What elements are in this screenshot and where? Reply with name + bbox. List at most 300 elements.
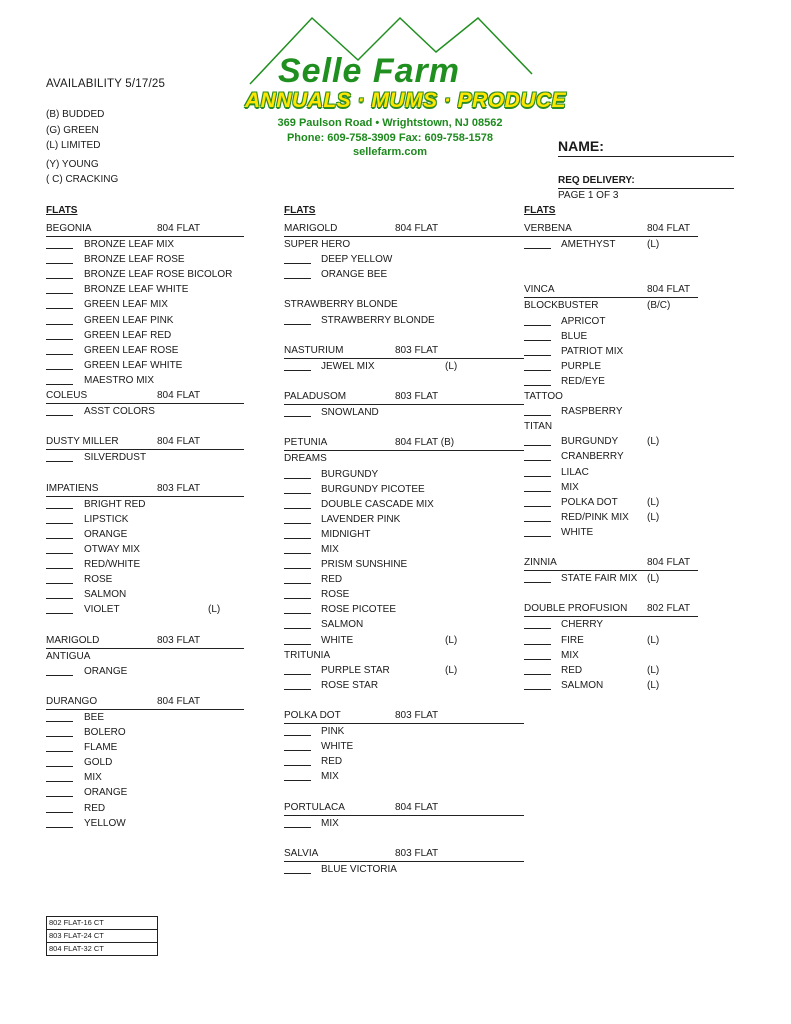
availability-tag: (L) [445, 664, 458, 676]
quantity-input-line[interactable] [284, 827, 311, 828]
list-item [524, 617, 698, 632]
section-label: COLEUS [46, 390, 88, 402]
list-item [46, 587, 244, 602]
list-item [524, 633, 698, 648]
quantity-input-line[interactable] [46, 461, 73, 462]
list-item [46, 740, 244, 755]
quantity-input-line[interactable] [284, 628, 311, 629]
quantity-input-line[interactable] [284, 478, 311, 479]
availability-tag: (L) [647, 436, 660, 448]
spacer [284, 784, 524, 799]
list-item [284, 602, 524, 617]
table-row [47, 930, 158, 943]
variety-name: GREEN LEAF RED [84, 329, 172, 341]
legend-item: (L) LIMITED [46, 140, 101, 151]
list-item [284, 678, 524, 693]
variety-name: RED/PINK MIX [561, 511, 629, 523]
availability-date: AVAILABILITY 5/17/25 [46, 78, 166, 90]
list-item [284, 572, 524, 587]
quantity-input-line[interactable] [46, 736, 73, 737]
variety-name: ORANGE [84, 665, 128, 677]
quantity-input-line[interactable] [46, 369, 73, 370]
quantity-input-line[interactable] [46, 598, 73, 599]
quantity-input-line[interactable] [284, 735, 311, 736]
list-item [284, 512, 524, 527]
availability-tag: (L) [647, 496, 660, 508]
list-item [524, 374, 698, 389]
quantity-input-line[interactable] [524, 340, 551, 341]
list-item [46, 710, 244, 725]
variety-name: BEE [84, 712, 105, 723]
list-item [46, 664, 244, 679]
quantity-input-line[interactable] [524, 445, 551, 446]
quantity-input-line[interactable] [284, 278, 311, 279]
variety-name: MIX [561, 481, 579, 493]
variety-name: LIPSTICK [84, 513, 129, 525]
variety-name: SALMON [321, 619, 364, 631]
flat-size-label: 802 FLAT [647, 603, 691, 615]
list-item [284, 497, 524, 512]
quantity-input-line[interactable] [524, 248, 551, 249]
variety-name: GOLD [84, 757, 113, 769]
section-heading [46, 388, 244, 404]
quantity-input-line[interactable] [46, 339, 73, 340]
variety-name: SALMON [84, 589, 127, 601]
list-item [284, 862, 524, 877]
list-item [46, 557, 244, 572]
availability-tag: (L) [647, 634, 660, 646]
quantity-input-line[interactable] [46, 278, 73, 279]
quantity-input-line[interactable] [46, 538, 73, 539]
phone-line: Phone: 609-758-3909 Fax: 609-758-1578 [286, 131, 494, 144]
section-label: SUPER HERO [284, 239, 351, 251]
name-field[interactable] [558, 138, 734, 157]
variety-name: SALMON [561, 679, 604, 691]
quantity-input-line[interactable] [46, 583, 73, 584]
quantity-input-line[interactable] [284, 508, 311, 509]
list-item [284, 587, 524, 602]
variety-name: MIX [561, 649, 579, 661]
list-item [46, 816, 244, 831]
variety-name: ROSE STAR [321, 679, 379, 691]
variety-name: RASPBERRY [561, 406, 623, 418]
quantity-input-line[interactable] [524, 506, 551, 507]
quantity-input-line[interactable] [46, 263, 73, 264]
flat-size-label: 803 FLAT [395, 344, 439, 356]
list-item [46, 343, 244, 358]
spacer [524, 540, 698, 555]
list-item [46, 770, 244, 785]
legend-item: ( C) CRACKING [46, 174, 119, 185]
section-label: PORTULACA [284, 801, 345, 813]
quantity-input-line[interactable] [46, 415, 73, 416]
quantity-input-line[interactable] [524, 689, 551, 690]
list-item [524, 359, 698, 374]
variety-name: FIRE [561, 634, 584, 646]
quantity-input-line[interactable] [524, 355, 551, 356]
section-heading [46, 694, 244, 710]
quantity-input-line[interactable] [284, 553, 311, 554]
list-item [46, 801, 244, 816]
quantity-input-line[interactable] [284, 493, 311, 494]
list-item [284, 557, 524, 572]
variety-name: GREEN LEAF ROSE [84, 344, 179, 356]
availability-tag: (L) [647, 239, 660, 251]
flat-size-label: 804 FLAT [395, 223, 439, 234]
flats-header: FLATS [46, 205, 78, 216]
list-item [524, 495, 698, 510]
quantity-input-line[interactable] [284, 324, 311, 325]
list-item [524, 465, 698, 480]
flat-size-label: 804 FLAT [157, 390, 201, 402]
variety-name: PATRIOT MIX [561, 345, 624, 357]
quantity-input-line[interactable] [46, 568, 73, 569]
variety-name: STRAWBERRY BLONDE [321, 314, 435, 326]
section-label: PETUNIA [284, 437, 328, 449]
section-label: VINCA [524, 284, 555, 296]
section-heading [284, 237, 524, 252]
availability-tag: (L) [647, 664, 660, 676]
address-line: 369 Paulson Road • Wrightstown, NJ 08562 [277, 117, 503, 129]
variety-name: CHERRY [561, 619, 604, 631]
list-item [284, 542, 524, 557]
variety-name: ORANGE [84, 787, 128, 799]
quantity-input-line[interactable] [46, 781, 73, 782]
variety-name: BOLERO [84, 727, 126, 739]
section-label: DURANGO [46, 695, 98, 707]
variety-name: AMETHYST [561, 239, 616, 251]
flat-size-label: 803 FLAT [157, 634, 201, 646]
list-item [46, 328, 244, 343]
flat-size-label: 803 FLAT [157, 482, 201, 494]
quantity-input-line[interactable] [46, 293, 73, 294]
section-heading [46, 649, 244, 664]
section-label: IMPATIENS [46, 482, 99, 494]
section-heading [284, 451, 524, 466]
list-item [46, 237, 244, 252]
section-label: TITAN [524, 421, 553, 433]
list-item [46, 602, 244, 617]
quantity-input-line[interactable] [524, 674, 551, 675]
legend-item: (G) GREEN [46, 124, 99, 136]
quantity-input-line[interactable] [284, 613, 311, 614]
variety-name: POLKA DOT [561, 496, 618, 508]
quantity-input-line[interactable] [46, 248, 73, 249]
req-delivery-label: REQ DELIVERY: [558, 175, 635, 186]
section-heading [46, 633, 244, 649]
list-item [46, 725, 244, 740]
section-label: VERBENA [524, 223, 572, 234]
spacer [46, 419, 244, 434]
variety-name: BLUE VICTORIA [321, 863, 397, 875]
variety-name: BRONZE LEAF WHITE [84, 284, 189, 296]
variety-name: MIX [321, 771, 339, 783]
quantity-input-line[interactable] [46, 308, 73, 309]
section-heading [524, 601, 698, 617]
section-heading [46, 434, 244, 450]
list-item [46, 282, 244, 297]
variety-name: GREEN LEAF WHITE [84, 359, 183, 371]
list-item [284, 739, 524, 754]
legend [46, 107, 118, 188]
quantity-input-line[interactable] [524, 460, 551, 461]
section-label: TATTOO [524, 391, 563, 403]
quantity-input-line[interactable] [524, 521, 551, 522]
quantity-input-line[interactable] [46, 675, 73, 676]
quantity-input-line[interactable] [284, 873, 311, 874]
variety-name: BURGUNDY [561, 436, 619, 448]
variety-name: BRIGHT RED [84, 498, 146, 510]
section-label: PALADUSOM [284, 391, 347, 403]
list-item [46, 404, 244, 419]
quantity-input-line[interactable] [46, 827, 73, 828]
section-label: SALVIA [284, 847, 319, 859]
variety-name: GREEN LEAF PINK [84, 314, 174, 326]
variety-name: OTWAY MIX [84, 543, 140, 555]
quantity-input-line[interactable] [524, 582, 551, 583]
variety-name: STATE FAIR MIX [561, 573, 638, 585]
quantity-input-line[interactable] [524, 415, 551, 416]
flats-header: FLATS [284, 205, 316, 216]
quantity-input-line[interactable] [284, 523, 311, 524]
quantity-input-line[interactable] [284, 765, 311, 766]
quantity-input-line[interactable] [284, 263, 311, 264]
list-item [46, 358, 244, 373]
list-item [524, 525, 698, 540]
quantity-input-line[interactable] [284, 674, 311, 675]
spacer [284, 420, 524, 435]
list-item [284, 405, 524, 420]
quantity-input-line[interactable] [524, 628, 551, 629]
section-label: BLOCKBUSTER [524, 300, 599, 312]
list-item [284, 617, 524, 632]
variety-name: MIX [321, 817, 339, 829]
list-item [524, 404, 698, 419]
column-flats-1 [46, 205, 244, 831]
variety-name: MAESTRO MIX [84, 374, 155, 386]
section-heading [284, 435, 524, 451]
flat-size-label: 804 FLAT [157, 223, 201, 234]
quantity-input-line[interactable] [46, 523, 73, 524]
variety-name: PINK [321, 726, 345, 738]
spacer [524, 252, 698, 267]
variety-name: ROSE PICOTEE [321, 604, 397, 616]
variety-name: BRONZE LEAF ROSE [84, 254, 185, 266]
variety-name: PRISM SUNSHINE [321, 559, 408, 571]
list-item [524, 480, 698, 495]
quantity-input-line[interactable] [284, 689, 311, 690]
variety-name: BURGUNDY PICOTEE [321, 483, 425, 495]
quantity-input-line[interactable] [524, 476, 551, 477]
variety-name: DEEP YELLOW [321, 254, 393, 266]
quantity-input-line[interactable] [524, 491, 551, 492]
quantity-input-line[interactable] [524, 644, 551, 645]
table-row [47, 943, 158, 956]
list-item [524, 571, 698, 586]
variety-name: MIDNIGHT [321, 528, 371, 540]
section-heading [524, 298, 698, 313]
quantity-input-line[interactable] [284, 416, 311, 417]
quantity-input-line[interactable] [46, 796, 73, 797]
quantity-input-line[interactable] [284, 583, 311, 584]
section-heading [284, 648, 524, 663]
list-item [284, 359, 524, 374]
variety-name: LAVENDER PINK [321, 513, 401, 525]
flat-size-label: 804 FLAT [647, 557, 691, 569]
spacer [46, 617, 244, 632]
spacer [284, 831, 524, 846]
section-heading [284, 389, 524, 405]
spacer [284, 282, 524, 297]
spacer [524, 586, 698, 601]
column-flats-3 [524, 205, 698, 693]
section-heading [524, 389, 698, 404]
variety-name: ROSE [321, 589, 350, 601]
section-label: ZINNIA [524, 557, 557, 569]
flat-size-cell: 802 FLAT-16 CT [47, 917, 158, 930]
quantity-input-line[interactable] [46, 751, 73, 752]
quantity-input-line[interactable] [524, 325, 551, 326]
variety-name: BRONZE LEAF MIX [84, 239, 175, 251]
flat-size-label: 804 FLAT (B) [395, 437, 455, 449]
flat-size-label: 803 FLAT [395, 710, 439, 721]
variety-name: PURPLE STAR [321, 664, 390, 676]
list-item [524, 648, 698, 663]
list-item [284, 252, 524, 267]
availability-tag: (L) [445, 634, 458, 646]
flat-size-label: 804 FLAT [647, 223, 691, 234]
quantity-input-line[interactable] [46, 324, 73, 325]
req-delivery-field[interactable] [558, 175, 734, 189]
list-item [524, 678, 698, 693]
quantity-input-line[interactable] [284, 598, 311, 599]
section-heading [284, 800, 524, 816]
variety-name: PURPLE [561, 360, 602, 372]
flats-header: FLATS [524, 205, 556, 216]
list-item [46, 450, 244, 465]
list-item [524, 510, 698, 525]
list-item [284, 754, 524, 769]
quantity-input-line[interactable] [284, 370, 311, 371]
variety-name: ROSE [84, 574, 113, 586]
flat-size-label: 803 FLAT [395, 391, 439, 403]
quantity-input-line[interactable] [46, 354, 73, 355]
variety-name: VIOLET [84, 604, 120, 616]
variety-name: RED [561, 664, 583, 676]
section-heading [284, 297, 524, 312]
section-label: TRITUNIA [284, 649, 331, 661]
section-heading [284, 708, 524, 724]
section-heading [524, 419, 698, 434]
variety-name: GREEN LEAF MIX [84, 299, 168, 311]
list-item [284, 769, 524, 784]
variety-name: BLUE [561, 330, 588, 342]
quantity-input-line[interactable] [46, 613, 73, 614]
variety-name: WHITE [561, 526, 594, 538]
quantity-input-line[interactable] [284, 568, 311, 569]
section-heading [284, 846, 524, 862]
section-label: DREAMS [284, 453, 327, 465]
flat-size-label: 804 FLAT [395, 801, 439, 813]
spacer [284, 374, 524, 389]
farm-logo [240, 12, 567, 162]
variety-name: DOUBLE CASCADE MIX [321, 498, 434, 510]
spacer [284, 328, 524, 343]
quantity-input-line[interactable] [524, 659, 551, 660]
quantity-input-line[interactable] [46, 384, 73, 385]
variety-name: YELLOW [84, 817, 126, 829]
variety-name: WHITE [321, 634, 354, 646]
section-label: DUSTY MILLER [46, 436, 119, 448]
list-item [284, 724, 524, 739]
section-heading [284, 343, 524, 359]
section-heading [46, 481, 244, 497]
flat-size-label: 804 FLAT [647, 284, 691, 296]
quantity-input-line[interactable] [284, 750, 311, 751]
list-item [284, 482, 524, 497]
list-item [46, 297, 244, 312]
variety-name: MIX [321, 543, 339, 555]
quantity-input-line[interactable] [284, 644, 311, 645]
availability-tag: (L) [647, 679, 660, 691]
availability-tag: (L) [208, 604, 221, 616]
section-label: DOUBLE PROFUSION [524, 603, 628, 615]
flat-size-label: (B/C) [647, 300, 671, 312]
logo-title: Selle Farm [278, 52, 460, 90]
section-heading [284, 221, 524, 237]
quantity-input-line[interactable] [46, 553, 73, 554]
name-label: NAME: [558, 138, 604, 154]
quantity-input-line[interactable] [46, 812, 73, 813]
list-item [46, 267, 244, 282]
section-label: POLKA DOT [284, 710, 341, 721]
logo-subtitle: ANNUALS · MUMS · PRODUCE [245, 89, 567, 112]
legend-item: (Y) YOUNG [46, 158, 99, 170]
quantity-input-line[interactable] [284, 780, 311, 781]
quantity-input-line[interactable] [524, 536, 551, 537]
variety-name: RED/EYE [561, 375, 605, 387]
list-item [524, 449, 698, 464]
quantity-input-line[interactable] [46, 721, 73, 722]
list-item [524, 329, 698, 344]
spacer [46, 679, 244, 694]
section-heading [524, 282, 698, 298]
availability-tag: (L) [647, 511, 660, 523]
list-item [46, 542, 244, 557]
list-item [46, 572, 244, 587]
spacer [284, 693, 524, 708]
variety-name: LILAC [561, 466, 589, 478]
list-item [46, 252, 244, 267]
quantity-input-line[interactable] [524, 370, 551, 371]
flat-size-label: 804 FLAT [157, 436, 201, 448]
quantity-input-line[interactable] [284, 538, 311, 539]
variety-name: RED [321, 574, 343, 586]
quantity-input-line[interactable] [46, 508, 73, 509]
variety-name: RED/WHITE [84, 559, 141, 571]
variety-name: WHITE [321, 741, 354, 753]
section-label: MARIGOLD [284, 223, 338, 234]
flat-size-label: 803 FLAT [395, 847, 439, 859]
quantity-input-line[interactable] [46, 766, 73, 767]
variety-name: SNOWLAND [321, 407, 379, 419]
list-item [524, 314, 698, 329]
flat-size-cell: 804 FLAT-32 CT [47, 943, 158, 956]
quantity-input-line[interactable] [524, 385, 551, 386]
list-item [284, 527, 524, 542]
list-item [46, 512, 244, 527]
variety-name: CRANBERRY [561, 451, 624, 463]
